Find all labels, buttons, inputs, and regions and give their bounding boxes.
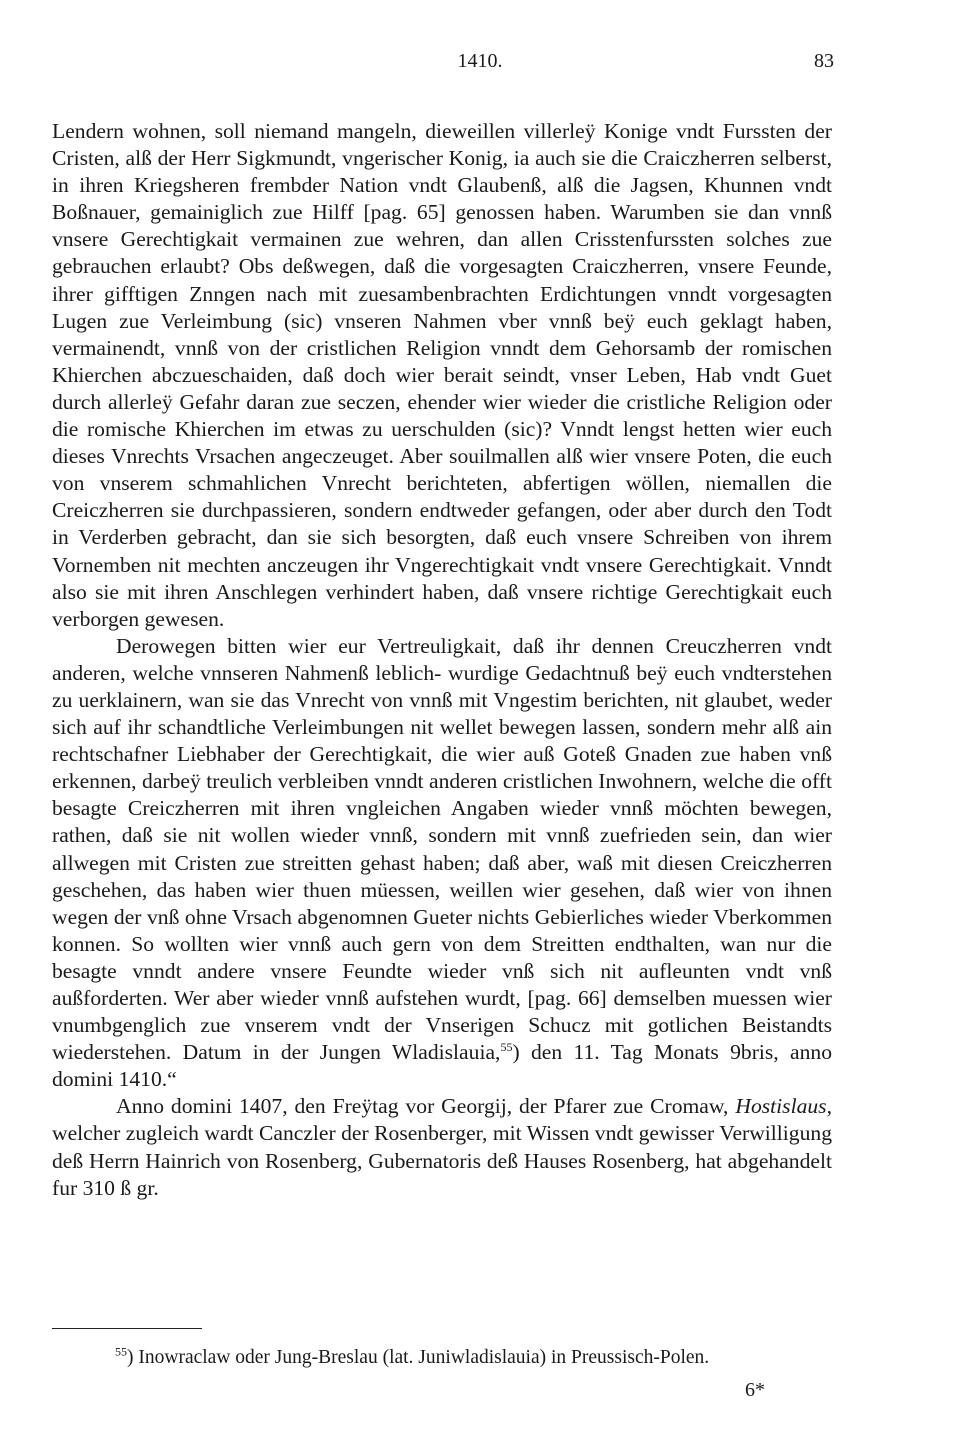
paragraph-1: Lendern wohnen, soll niemand mangeln, dieweillen villerleÿ Konige vndt Furssten der Cristen, alß der Herr Sigkmundt, vngerischer Konig, ia auch sie die Craiczherren selberst, in ihren Kriegsheren frembder Nation vndt Glaubenß, alß die Jagsen, Khunnen vndt Boßnauer, gemainiglich zue Hilff [pag. 65] genossen haben. Warumben sie dan vnnß vnsere Gerechtigkait vermainen zue wehren, dan allen Crisstenfurssten solches zue gebrauchen erlaubt? Obs deßwegen, daß die vorgesagten Craiczherren, vnsere Feunde, ihrer gifftigen Znngen nach mit zuesambenbrachten Erdichtungen vnndt vorgesagten Lugen zue Verleimbung (sic) vnseren Nahmen vber vnnß beÿ euch geklagt haben, vermainendt, vnnß von der cristlichen Religion vnndt dem Gehorsamb der romischen Khierchen abczueschaiden, daß doch wier berait seindt, vnser Leben, Hab vndt Guet durch allerleÿ Gefahr daran zue seczen, ehender wier wieder die cristliche Religion oder die romische Khierchen im etwas zu uerschulden (sic)? Vnndt lengst hetten wier euch dieses Vnrechts Vrsachen angeczeuget. Aber souilmallen alß wier vnsere Poten, die euch von vnserem schmahlichen Vnrecht berichteten, abfertigen wöllen, niemallen die Creiczherren sie durchpassieren, sondern endtweder gefangen, oder aber durch den Todt in Verderben gebracht, dan sie sich besorgten, daß euch vnsere Schreiben von ihrem Vornemben nit mechten anczeugen ihr Vngerechtigkait vndt vnsere Gerechtigkait. Vnndt also sie mit ihren Anschlegen verhindert haben, daß vnsere richtige Gerechtigkait euch verborgen gewesen. <box>52 119 832 631</box>
footnote <box>115 1346 845 1370</box>
footnote-text: ) Inowraclaw oder Jung-Breslau (lat. Juniwladislauia) in Preussisch-Polen. <box>127 1347 710 1368</box>
footnote-marker: 55 <box>115 1344 127 1359</box>
running-head-year: 1410. <box>457 50 503 72</box>
running-head <box>0 50 960 80</box>
paragraph-3 <box>52 1093 832 1201</box>
footnote-reference: 55 <box>500 1040 513 1054</box>
paragraph-2-closing: ) den 11. Tag Monats 9bris, anno domini 1410.“ <box>52 1040 833 1092</box>
paragraph-2-text: Derowegen bitten wier eur Vertreuligkait, daß ihr dennen Creuczherren vndt anderen, welche vnnseren Nahmenß leblich- wurdige Gedachtnuß beÿ euch vndterstehen zu uerklainern, wan sie das Vnrecht von vnnß mit Vngestim berichten, nit glaubet, weder sich auf ihr schandtliche Verleimbungen nit wellet bewegen lassen, sondern mehr alß ain rechtschafner Liebhaber der Gerechtigkait, die wier auß Goteß Gnaden zue haben vnß erkennen, darbeÿ treulich verbleiben vnndt anderen cristlichen Inwohnern, welche die offt besagte Creiczherren mit ihren vngleichen Angaben wieder vnnß möchten bewegen, rathen, daß sie nit wollen wieder vnnß, sondern mit vnnß zuefrieden sein, dan wier allwegen mit Cristen zue streitten gehast haben; daß aber, waß mit diesen Creiczherren geschehen, das haben wier thuen müessen, weillen wier gesehen, daß wier von ihnen wegen der vnß ohne Vrsach abgenomnen Gueter nichts Gebierliches wieder Vberkommen konnen. So wollten wier vnnß auch gern von dem Streitten endthalten, wan nur die besagte vnndt andere vnsere Feundte wieder vnß sich nit aufleunten vndt vnß außforderten. Wer aber wieder vnnß aufstehen wurdt, [pag. 66] demselben muessen wier vnumbgenglich zue vnserem vndt der Vnserigen Schucz mit gotlichen Beistandts wiederstehen. Datum in der Jungen Wladislauia, <box>52 633 832 1065</box>
paragraph-3-name: Hostislaus <box>735 1094 827 1119</box>
main-text <box>52 118 832 1202</box>
signature-mark: 6* <box>745 1379 765 1401</box>
paragraph-3-text: Anno domini 1407, den Freÿtag vor Georgij, der Pfarer zue Cromaw, <box>116 1094 729 1119</box>
footnote-divider <box>52 1328 202 1329</box>
paragraph-2 <box>52 633 832 1094</box>
page-number: 83 <box>814 50 834 72</box>
paragraph-3-closing: , welcher zugleich wardt Canczler der Rosenberger, mit Wissen vndt gewisser Verwilligung deß Herrn Hainrich von Rosenberg, Gubernatoris deß Hauses Rosenberg, hat abgehandelt fur 310 ß gr. <box>52 1094 832 1200</box>
